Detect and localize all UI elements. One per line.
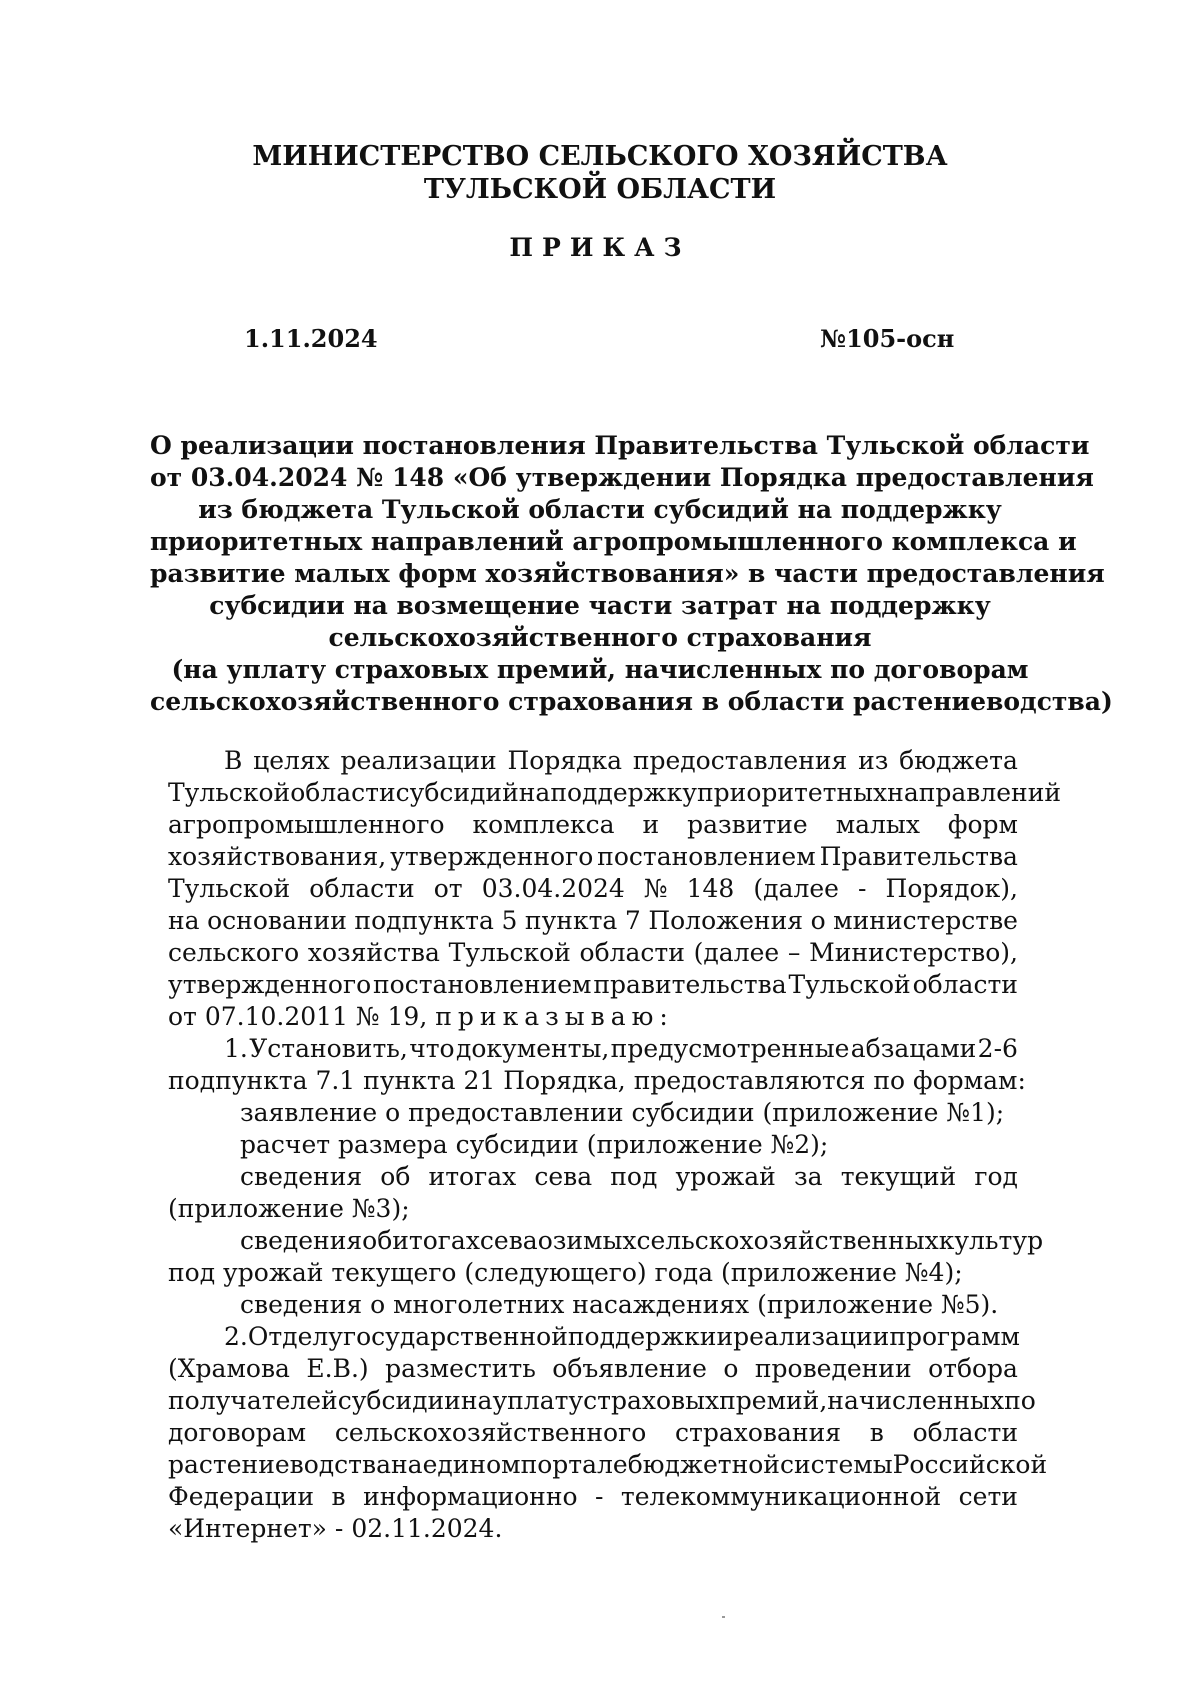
item2-line: 2. Отделу государственной поддержки и реализации программ [224, 1322, 1020, 1351]
ministry-name-line1: МИНИСТЕРСТВО СЕЛЬСКОГО ХОЗЯЙСТВА [252, 141, 948, 172]
form-item-3: сведения об итогах сева под урожай за текущий год [240, 1162, 1018, 1191]
title-line: О реализации постановления Правительства Тульской области [150, 431, 1090, 460]
item2-line: Федерации в информационно - телекоммуникационной сети [168, 1482, 1018, 1511]
item1-line: подпункта 7.1 пункта 21 Порядка, предоставляются по формам: [168, 1066, 1026, 1095]
preamble-line: сельского хозяйства Тульской области (далее – Министерство), [168, 938, 1018, 967]
preamble-line: агропромышленного комплекса и развитие малых форм [168, 810, 1018, 839]
form-item-4: сведения об итогах сева озимых сельскохозяйственных культур [240, 1226, 1044, 1255]
title-line: от 03.04.2024 № 148 «Об утверждении Порядка предоставления [150, 463, 1094, 492]
preamble-line: Тульской области от 03.04.2024 № 148 (далее - Порядок), [168, 874, 1018, 903]
form-item-2: расчет размера субсидии (приложение №2); [240, 1130, 829, 1159]
title-line: приоритетных направлений агропромышленного комплекса и [150, 527, 1077, 556]
order-date: 1.11.2024 [244, 324, 378, 353]
order-title [150, 430, 1113, 718]
order-number: №105-осн [820, 324, 955, 353]
item2-line: (Храмова Е.В.) разместить объявление о проведении отбора [168, 1354, 1018, 1383]
scan-speck [722, 1616, 725, 1618]
form-item-1: заявление о предоставлении субсидии (приложение №1); [240, 1098, 1005, 1127]
item1-line: 1. Установить, что документы, предусмотренные абзацами 2-6 [224, 1034, 1018, 1063]
preamble-last-line [168, 1001, 1018, 1033]
title-line: субсидии на возмещение части затрат на поддержку [209, 591, 991, 620]
document-type: ПРИКАЗ [509, 233, 691, 262]
title-line: из бюджета Тульской области субсидий на поддержку [198, 495, 1002, 524]
item2-line: растениеводства на едином портале бюджетной системы Российской [168, 1450, 1048, 1479]
order-word: приказываю: [435, 1002, 674, 1031]
ministry-name-line2: ТУЛЬСКОЙ ОБЛАСТИ [423, 174, 777, 205]
preamble-line: утвержденного постановлением правительства Тульской области [168, 970, 1018, 999]
form-item-5: сведения о многолетних насаждениях (приложение №5). [240, 1290, 999, 1319]
title-line: сельскохозяйственного страхования в области растениеводства) [150, 687, 1113, 716]
title-line: (на уплату страховых премий, начисленных по договорам [171, 655, 1029, 684]
form-item-4-cont: под урожай текущего (следующего) года (приложение №4); [168, 1258, 963, 1287]
item2-line: получателей субсидии на уплату страховых премий, начисленных по [168, 1386, 1036, 1415]
preamble-line: хозяйствования, утвержденного постановлением Правительства [168, 842, 1018, 871]
order-body [168, 745, 1062, 1545]
preamble-line: на основании подпункта 5 пункта 7 Положения о министерстве [168, 906, 1018, 935]
title-line: развитие малых форм хозяйствования» в части предоставления [150, 559, 1105, 588]
title-line: сельскохозяйственного страхования [328, 623, 872, 652]
ministry-header [0, 140, 1200, 206]
form-item-3-cont: (приложение №3); [168, 1194, 410, 1223]
preamble-line: В целях реализации Порядка предоставления из бюджета [224, 746, 1018, 775]
preamble-last-text: от 07.10.2011 № 19, [168, 1002, 428, 1031]
item2-last-line: «Интернет» - 02.11.2024. [168, 1514, 503, 1543]
item2-line: договорам сельскохозяйственного страхования в области [168, 1418, 1018, 1447]
preamble-line: Тульской области субсидий на поддержку приоритетных направлений [168, 778, 1062, 807]
